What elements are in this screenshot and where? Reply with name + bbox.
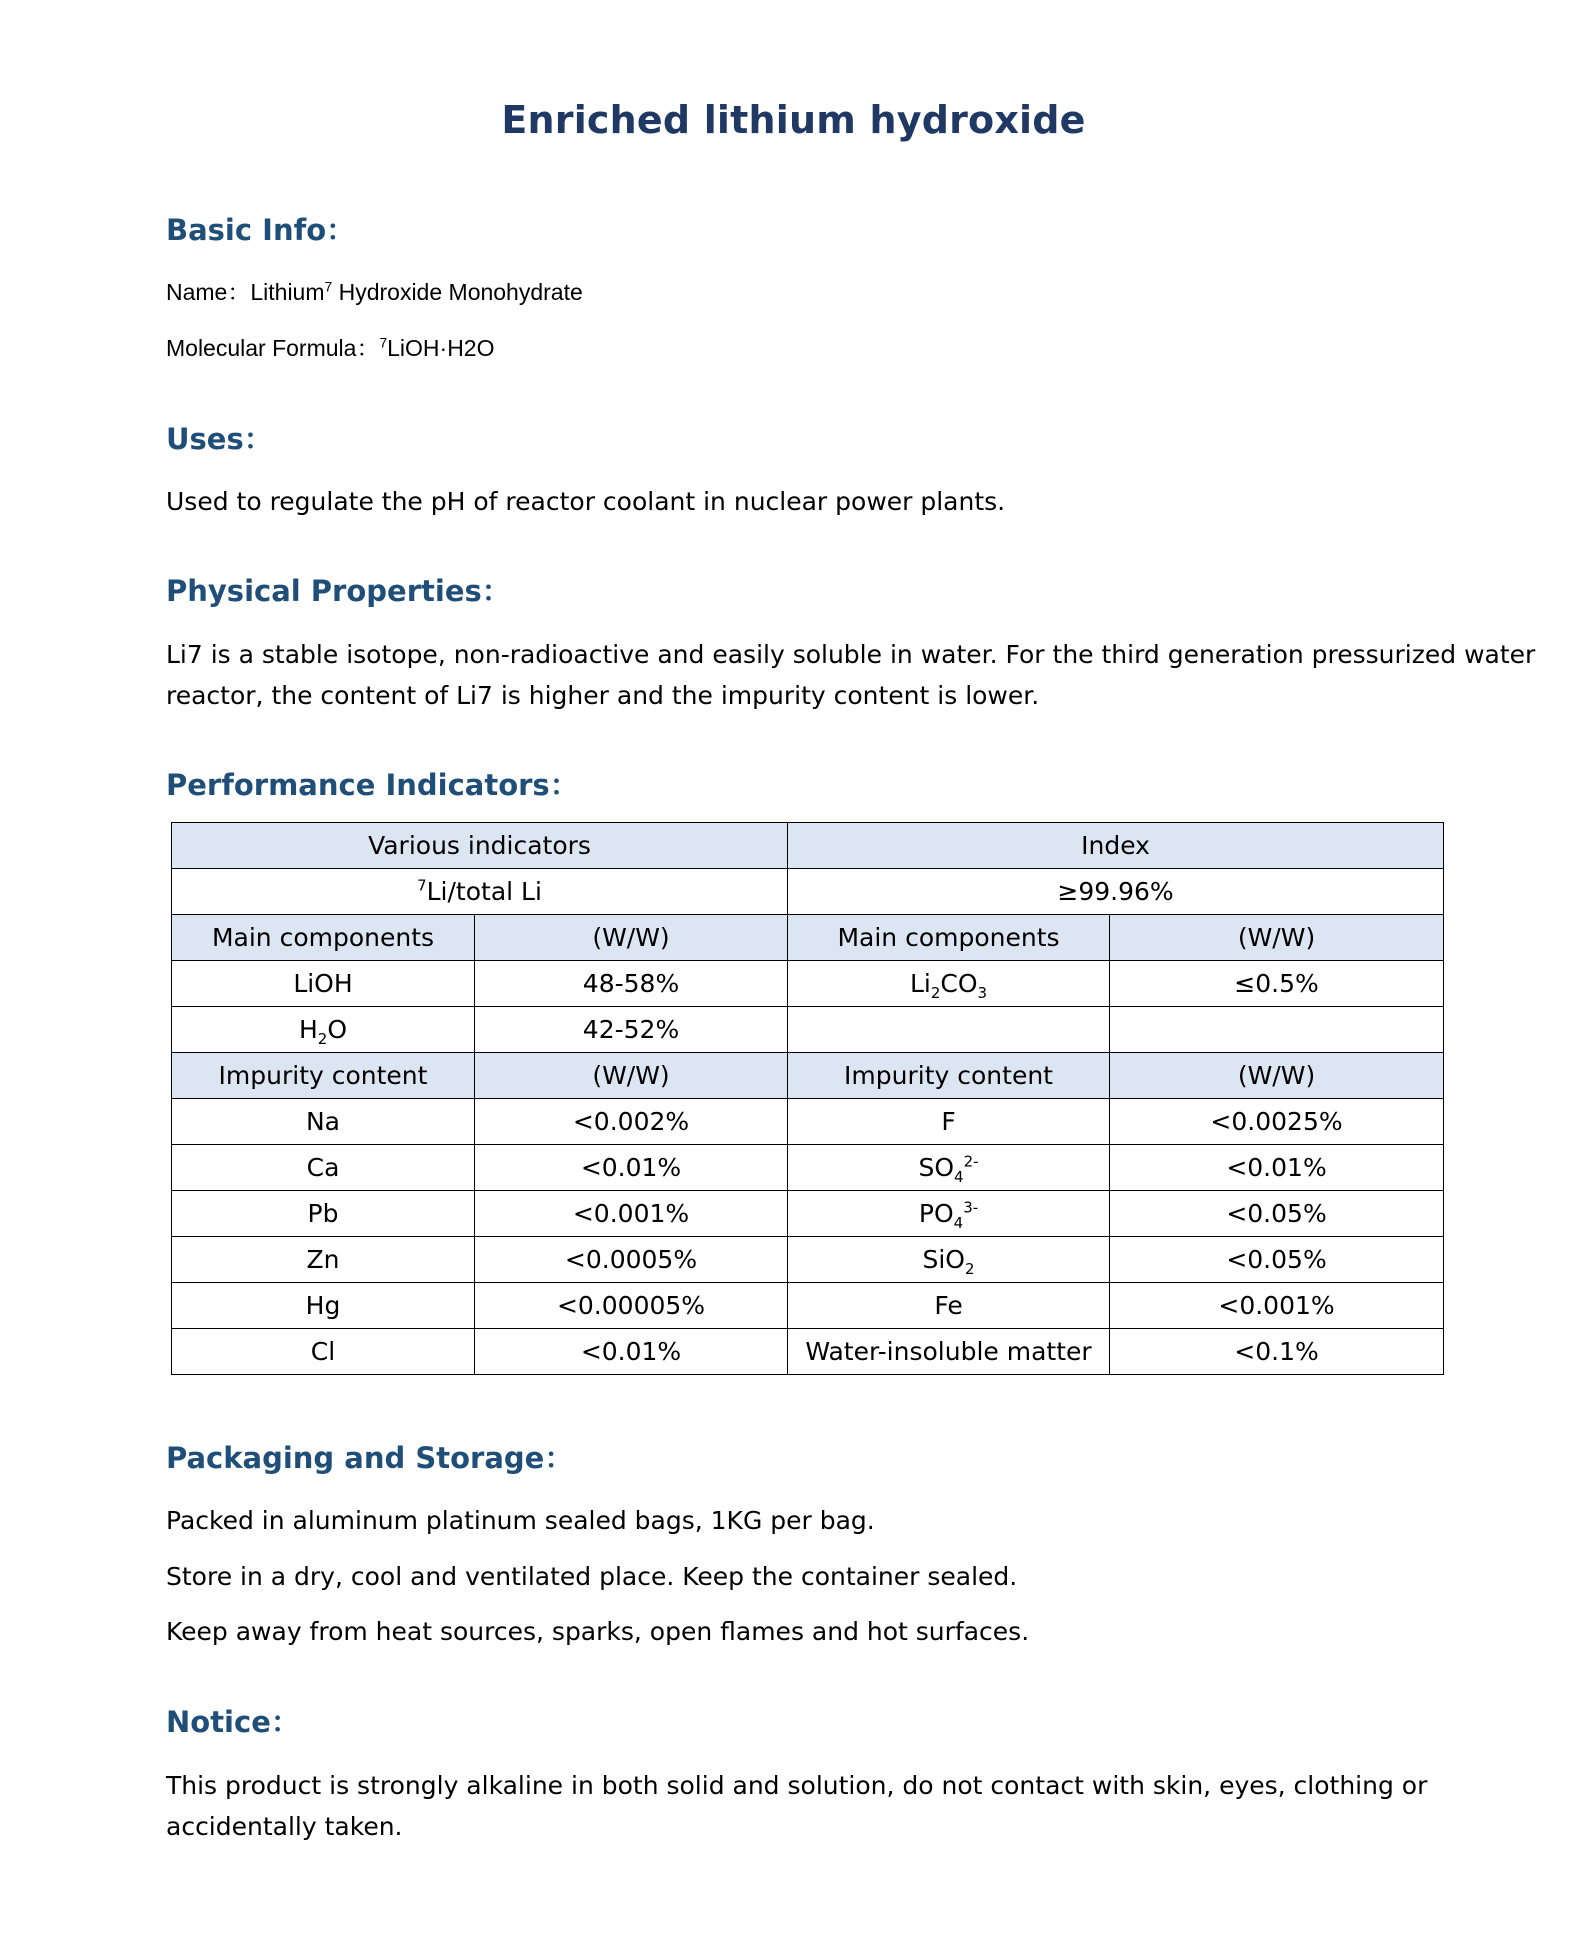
table-header-row: [172, 823, 1444, 869]
formula-part: Li: [909, 969, 931, 998]
impurity-value: <0.002%: [475, 1099, 788, 1145]
notice-line-2: accidentally taken.: [166, 1812, 403, 1841]
formula-part: CO: [940, 969, 978, 998]
performance-indicators-heading: Performance Indicators：: [166, 768, 579, 802]
physical-properties-line-2: reactor, the content of Li7 is higher and the impurity content is lower.: [166, 681, 1040, 710]
component-name: [788, 961, 1110, 1007]
ww-header: (W/W): [475, 1053, 788, 1099]
impurity-value: <0.001%: [1110, 1283, 1444, 1329]
performance-table: [171, 822, 1444, 1375]
basic-info-heading: Basic Info：: [166, 213, 356, 247]
table-row: [172, 1329, 1444, 1375]
ww-header: (W/W): [475, 915, 788, 961]
ww-header: (W/W): [1110, 1053, 1444, 1099]
impurity-name: [788, 1191, 1110, 1237]
name-post: Hydroxide Monohydrate: [332, 279, 583, 305]
empty-cell: [788, 1007, 1110, 1053]
table-row: [172, 1283, 1444, 1329]
formula-line: [166, 328, 495, 369]
formula-superscript: 2-: [963, 1152, 979, 1171]
impurity-name: Na: [172, 1099, 475, 1145]
uses-text: Used to regulate the pH of reactor coolant in nuclear power plants.: [166, 487, 1006, 516]
impurity-name: Hg: [172, 1283, 475, 1329]
packaging-line-3: Keep away from heat sources, sparks, open flames and hot surfaces.: [166, 1617, 1030, 1646]
table-row: [172, 1191, 1444, 1237]
impurity-name: Zn: [172, 1237, 475, 1283]
impurity-value: <0.01%: [475, 1145, 788, 1191]
impurity-value: <0.05%: [1110, 1237, 1444, 1283]
formula-subscript: 2: [930, 984, 941, 1002]
formula-subscript: 3: [977, 984, 988, 1002]
ww-header: (W/W): [1110, 915, 1444, 961]
header-various-indicators: Various indicators: [172, 823, 788, 869]
impurity-content-header: Impurity content: [788, 1053, 1110, 1099]
formula-superscript: 3-: [963, 1198, 979, 1217]
table-row: [172, 1007, 1444, 1053]
impurity-value: <0.0005%: [475, 1237, 788, 1283]
formula-text: LiOH·H2O: [387, 335, 495, 361]
component-name: [172, 1007, 475, 1053]
document-title: Enriched lithium hydroxide: [501, 98, 1086, 142]
formula-part: SO: [918, 1153, 955, 1182]
name-superscript: 7: [324, 279, 333, 295]
packaging-line-1: Packed in aluminum platinum sealed bags, 1KG per bag.: [166, 1506, 875, 1535]
li-total-value: ≥99.96%: [788, 869, 1444, 915]
li-label-text: Li/total Li: [426, 877, 542, 906]
header-index: Index: [788, 823, 1444, 869]
formula-subscript: 4: [954, 1168, 964, 1186]
impurity-value: <0.01%: [475, 1329, 788, 1375]
formula-part: PO: [918, 1199, 954, 1228]
table-row: [172, 869, 1444, 915]
formula-subscript: 2: [964, 1260, 975, 1278]
impurity-name: Ca: [172, 1145, 475, 1191]
impurity-name: Fe: [788, 1283, 1110, 1329]
name-pre: Lithium: [250, 279, 325, 305]
name-label: Name：: [166, 279, 251, 305]
formula-subscript: 2: [317, 1030, 328, 1048]
uses-heading: Uses：: [166, 422, 273, 456]
impurity-name: Cl: [172, 1329, 475, 1375]
component-value: 42-52%: [475, 1007, 788, 1053]
physical-properties-heading: Physical Properties：: [166, 574, 511, 608]
component-name: LiOH: [172, 961, 475, 1007]
impurity-value: <0.001%: [475, 1191, 788, 1237]
physical-properties-line-1: Li7 is a stable isotope, non-radioactive and easily soluble in water. For the third generation pressurized water: [166, 640, 1536, 669]
formula-part: H: [298, 1015, 318, 1044]
component-value: 48-58%: [475, 961, 788, 1007]
impurity-value: <0.00005%: [475, 1283, 788, 1329]
impurity-value: <0.05%: [1110, 1191, 1444, 1237]
main-components-header: Main components: [788, 915, 1110, 961]
formula-part: O: [327, 1015, 348, 1044]
li-total-label: [172, 869, 788, 915]
formula-label: Molecular Formula：: [166, 335, 380, 361]
li-superscript: 7: [417, 876, 427, 895]
notice-heading: Notice：: [166, 1705, 300, 1739]
impurity-name: Water-insoluble matter: [788, 1329, 1110, 1375]
impurity-content-header: Impurity content: [172, 1053, 475, 1099]
packaging-storage-heading: Packaging and Storage：: [166, 1441, 574, 1475]
impurity-name: Pb: [172, 1191, 475, 1237]
impurity-value: <0.01%: [1110, 1145, 1444, 1191]
impurity-name: [788, 1237, 1110, 1283]
table-row: [172, 1099, 1444, 1145]
impurity-header-row: [172, 1053, 1444, 1099]
formula-part: SiO: [922, 1245, 965, 1274]
table-row: [172, 1237, 1444, 1283]
main-components-header: Main components: [172, 915, 475, 961]
component-value: ≤0.5%: [1110, 961, 1444, 1007]
main-components-header-row: [172, 915, 1444, 961]
empty-cell: [1110, 1007, 1444, 1053]
table-row: [172, 1145, 1444, 1191]
impurity-name: F: [788, 1099, 1110, 1145]
packaging-line-2: Store in a dry, cool and ventilated place. Keep the container sealed.: [166, 1562, 1018, 1591]
formula-subscript: 4: [953, 1214, 964, 1232]
formula-superscript: 7: [379, 335, 388, 351]
impurity-value: <0.1%: [1110, 1329, 1444, 1375]
name-line: [166, 272, 583, 313]
table-row: [172, 961, 1444, 1007]
notice-line-1: This product is strongly alkaline in both solid and solution, do not contact with skin, eyes, clothing or: [166, 1771, 1428, 1800]
impurity-name: [788, 1145, 1110, 1191]
impurity-value: <0.0025%: [1110, 1099, 1444, 1145]
